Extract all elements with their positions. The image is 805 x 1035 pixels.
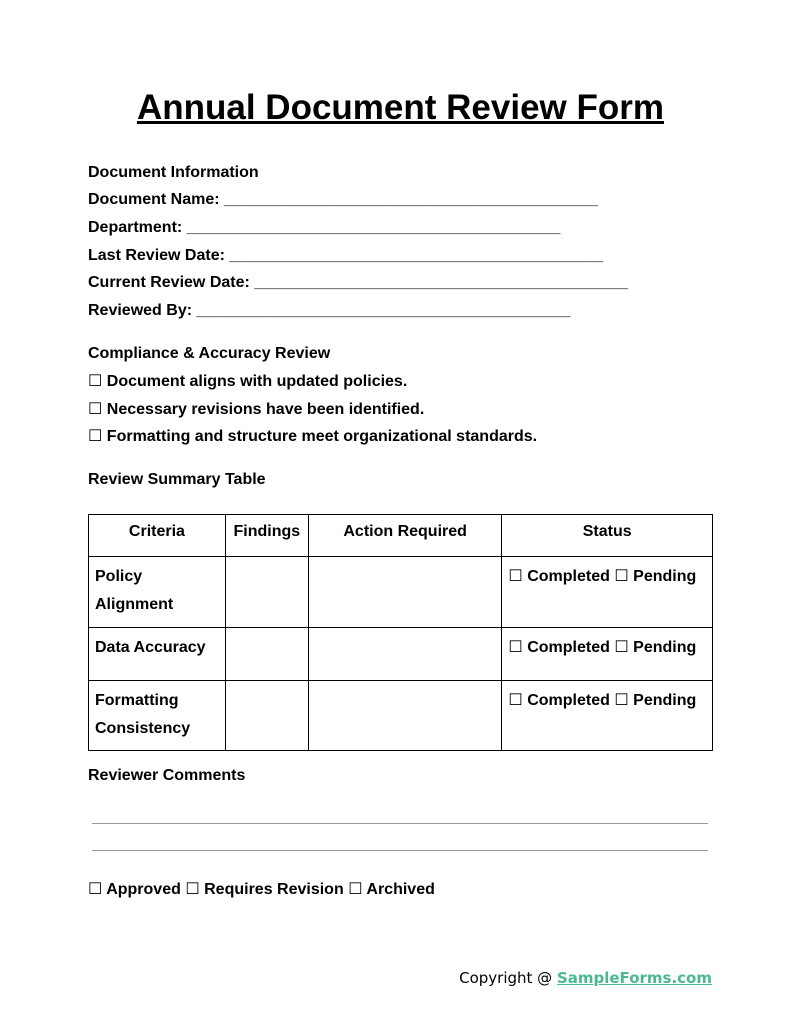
field-blank[interactable]: __________________________________________ [229,247,604,264]
criteria-cell: Policy Alignment [89,557,226,628]
checkbox-icon[interactable]: ☐ [508,692,523,709]
field-blank[interactable]: __________________________________________ [186,219,561,236]
checkbox-icon[interactable]: ☐ [614,568,629,585]
criteria-cell: Data Accuracy [89,628,226,681]
findings-cell[interactable] [225,557,308,628]
copyright-footer [459,969,712,987]
review-summary-table [88,514,713,751]
doc-info-heading: Document Information [88,164,259,181]
table-row [89,681,713,751]
table-row [89,628,713,681]
reviewed-by-field[interactable] [88,301,570,321]
summary-heading: Review Summary Table [88,471,266,488]
criteria-cell: Formatting Consistency [89,681,226,751]
status-option-completed: Completed [527,568,610,585]
checkbox-icon[interactable]: ☐ [614,639,629,656]
checkbox-icon[interactable]: ☐ [508,639,523,656]
compliance-item[interactable] [88,400,424,420]
field-label: Last Review Date: [88,247,225,264]
current-review-date-field[interactable] [88,273,628,293]
decision-approved: Approved [106,881,181,898]
status-option-completed: Completed [527,692,610,709]
checkbox-icon[interactable]: ☐ [88,881,103,898]
copyright-text: Copyright @ [459,969,557,987]
decision-requires-revision: Requires Revision [204,881,344,898]
field-label: Department: [88,219,183,236]
compliance-item-label: Formatting and structure meet organizational standards. [106,428,538,445]
column-header: Action Required [308,515,502,557]
decision-options [88,880,435,900]
status-cell [502,681,713,751]
comment-line[interactable] [92,823,708,824]
column-header: Status [502,515,713,557]
checkbox-icon[interactable]: ☐ [88,401,103,418]
status-option-pending: Pending [633,639,697,656]
last-review-date-field[interactable] [88,246,603,266]
comment-line[interactable] [92,850,708,851]
sampleforms-link[interactable]: SampleForms.com [556,969,712,987]
action-cell[interactable] [308,681,502,751]
table-header-row [89,515,713,557]
column-header: Findings [225,515,308,557]
field-label: Reviewed By: [88,302,193,319]
document-name-field[interactable] [88,190,598,210]
checkbox-icon[interactable]: ☐ [508,568,523,585]
reviewer-comments-heading: Reviewer Comments [88,767,246,784]
field-blank[interactable]: __________________________________________ [224,191,598,208]
department-field[interactable] [88,218,560,238]
table-row [89,557,713,628]
compliance-item[interactable] [88,427,537,447]
action-cell[interactable] [308,628,502,681]
findings-cell[interactable] [225,681,308,751]
compliance-heading: Compliance & Accuracy Review [88,345,331,362]
field-blank[interactable]: __________________________________________ [254,274,629,291]
column-header: Criteria [89,515,226,557]
checkbox-icon[interactable]: ☐ [185,881,200,898]
status-cell [502,557,713,628]
field-label: Current Review Date: [88,274,250,291]
status-cell [502,628,713,681]
field-blank[interactable]: __________________________________________ [196,302,571,319]
compliance-item-label: Document aligns with updated policies. [106,373,408,390]
field-label: Document Name: [88,191,220,208]
checkbox-icon[interactable]: ☐ [348,881,363,898]
status-option-pending: Pending [633,568,697,585]
action-cell[interactable] [308,557,502,628]
page-title: Annual Document Review Form [136,88,665,127]
checkbox-icon[interactable]: ☐ [88,428,103,445]
status-option-pending: Pending [633,692,697,709]
compliance-item[interactable] [88,372,407,392]
checkbox-icon[interactable]: ☐ [614,692,629,709]
status-option-completed: Completed [527,639,610,656]
compliance-item-label: Necessary revisions have been identified. [106,401,425,418]
findings-cell[interactable] [225,628,308,681]
decision-archived: Archived [366,881,435,898]
checkbox-icon[interactable]: ☐ [88,373,103,390]
